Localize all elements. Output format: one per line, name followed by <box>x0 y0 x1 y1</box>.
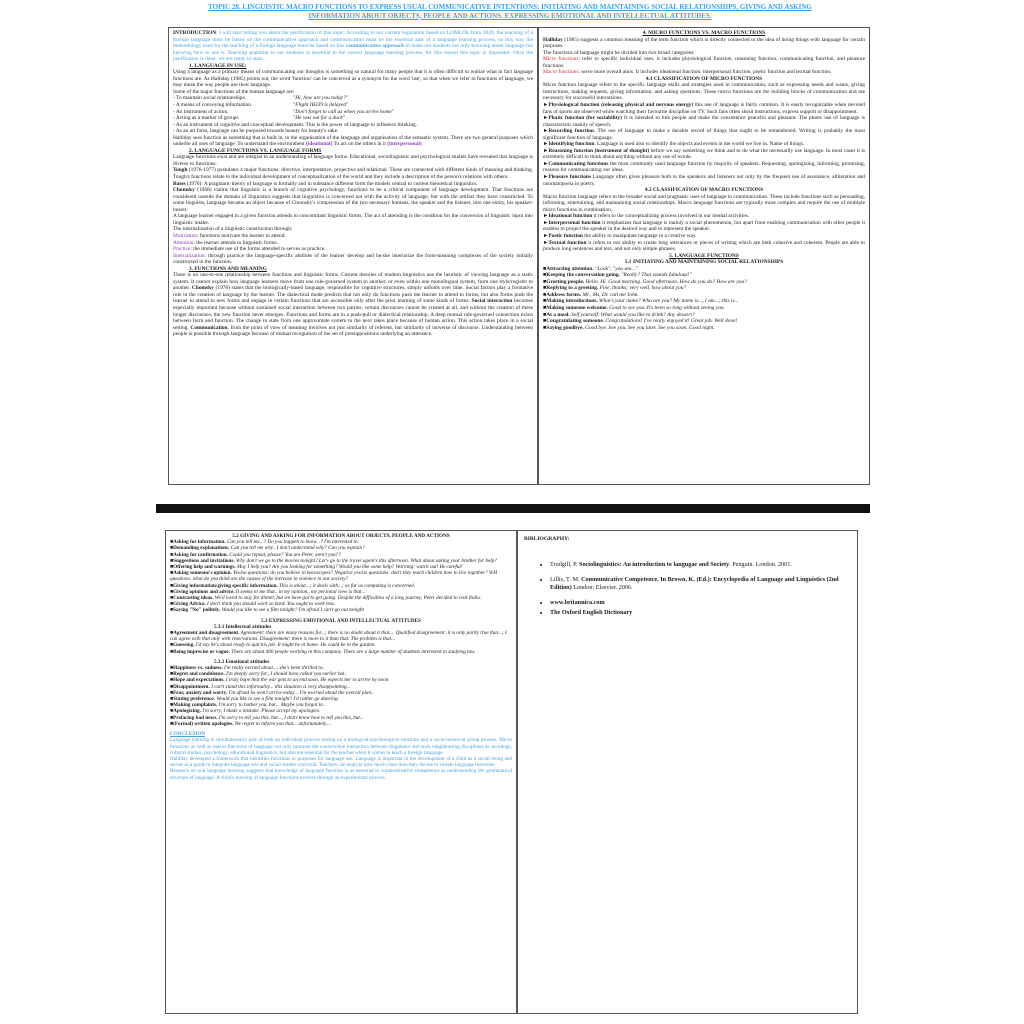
topic-title <box>150 3 870 20</box>
list-item: ■Demanding explanations. Can you tell me why.. I don't understand why? Can you explain? <box>170 545 365 552</box>
intellectual-attitudes-list <box>170 630 512 655</box>
paragraph: Practice: the immediate use of the forms attended to serves as practice. <box>173 246 326 253</box>
topic-title-line2: INFORMATION ABOUT OBJECTS, PEOPLE AND ACTIONS. EXPRESSING EMOTIONAL AND INTELLECTUAL ATTITUDES. <box>308 11 712 20</box>
introduction-label: INTRODUCTION <box>173 30 217 36</box>
paragraph: ►Pleasure functions Language often gives pleasure both to the speakers and listeners not only by the frequent use of assonance, alliteration and onomatopoeia in poetry. <box>543 174 865 187</box>
section5-heading: 5. LANGUAGE FUNCTIONS <box>669 252 739 259</box>
paragraph: There is no one-to-one relationship between functions and linguistic forms. Current theories of modern linguistics use the heuristic of viewing language as a static system. It cannot explain how language learners move from one rule-governed system to another, or even within one monolingual system, from one style/register to another. Chomsky (1978) states that the biologically-based language, responsible for cognitive structures, simply unfolds over time. Social factors play a formative role in the creation of language by the learner. The dialectical mode predicts that not only do functions push the learner to attend to forms, but also forms push the learner to attend to new forms and engage in certain functions that are accessible only after the prior learning of some kinds of forms. Social interaction becomes especially important because without sustained social interaction between two parties, certain discourses cannot be created at all, and without the creation of these longer discourses, the new function never emerges. Functions and forms are in a push-pull or dialectical relationship. A deep mutual rule-governed connection exists between form and function. The change in state from one approximate system to the next takes place because of human action. This action takes place in a social setting. Communication, from the point of view of meaning involves not just similarity of referent, but similarity of universe of discourse. Understanding between people is possible through language because of mutual recognition of the set of presuppositions underlying an utterance. <box>173 272 534 338</box>
list-item: ■At a meal. Self yourself. What would you like to drink? Any dessert? <box>543 311 695 318</box>
list-item: ■Saying "No" politely. Would you like to see a film tonight? I'm afraid I can't go out tonight <box>170 607 364 614</box>
paragraph: The internalization of a linguistic construction through: <box>173 226 293 233</box>
list-item: • www.britannica.com <box>550 599 851 607</box>
paragraph: ►Phatic function (for sociability) It is intended to link people and make the coexistence peaceful and pleasant. The phatic use of language is characteristic mainly of speech. <box>543 115 865 128</box>
paragraph: Internalization: through practice the language-specific abilities of the learner develop and he/she interiorize the form-meaning complexes of the society initially constructed in the function. <box>173 252 533 266</box>
paragraph: ►Ideational function it refers to the conceptualizing process involved in our mental activities. <box>543 213 750 220</box>
list-item: ■Giving information/giving specific information. This is about...; it deals with...; as far as computing is concerned. <box>170 582 416 589</box>
list-item: ■Prefacing bad news. I'm sorry to tell you this, but..., I don't know how to tell you this, but... <box>170 714 364 721</box>
list-item: ■Saying goodbye. Good bye. See you. See you later. See you soon. Good night. <box>543 324 715 331</box>
list-item: ■Regret and condolence. I'm deeply sorry for., I should have called you earlier but.. <box>170 671 348 678</box>
conclusion-paragraph: Language learning is simultaneously part of both an individual process resting on a biological-psychological substrate and a socio-historical group process. Micro functions as well as macro functions of language not only promote the constructive interaction between linguistics and such neighbouring disciplines as sociology, cultural studies, psychology, educational linguistics, but also are essential for the teacher when it comes to teach a foreign language. <box>170 737 512 756</box>
section2-heading: 2. LANGUAGE FUNCTIONS VS. LANGUAGE FORMS <box>189 147 322 154</box>
spacer <box>524 543 851 561</box>
subsection-5-3-2-heading: 5.3.2 Emotional attitudes <box>214 658 270 665</box>
list-item: ■Making complaints. I'm sorry to bother you, but... Maybe you forgot to.. <box>170 702 326 709</box>
list-item: ■Fear, anxiety and worry. I'm afraid he won't arrive today... I'm worried about the overall plan.. <box>170 689 374 696</box>
list-item: ■Hope and expectations. I truly hope that the war gets to an end soon. He expects her to arrive by noon. <box>170 677 390 684</box>
list-item: ■Contrasting ideas. We'd loved to stay for dinner, but we have got to get going. Despite the difficulties of a long journey, Peter decided to visit India. <box>170 595 482 602</box>
subsection-5-1-heading: 5.1 INITIATING AND MAINTAINING SOCIAL RELATIONSHIPS <box>624 259 784 266</box>
list-item: ■Stating preference. Would you like to see a film tonight? I'd rather go dancing. <box>170 696 339 703</box>
paragraph: Language functions exist and are integral to an understanding of language forms. Educational, sociolinguistic and psychological studies have revealed that language is diverse in functions. <box>173 154 533 167</box>
list-item: ■Replying to a greeting. Fine, thanks; very well, how about you? <box>543 285 687 292</box>
paragraph: The functions of language might be divided into two broad categories: <box>543 49 695 56</box>
list-item: ■Making introductions. What's your name? Who are you? My name is..., I am...; this is... <box>543 298 739 305</box>
paragraph: ►Recording function. The use of language to make a durable record of things that ought to be remembered. Writing is probably the most significant function of language. <box>543 128 865 141</box>
list-item: ■Address forms. Mr., Ms, Dr. call me John. <box>543 291 639 298</box>
conclusion-heading: CONCLUSION <box>170 731 206 738</box>
paragraph: Micro functions: refer to specific individual uses. it includes physiological function, reasoning function, communicating function, and pleasure functions. <box>543 56 865 69</box>
list-item: • Lillis, T. M. Communicative Competence. In Brown, K. (Ed.): Encyclopedia of Language and Linguistics (2nd Edition) London: Elsevier. 2006. <box>550 576 851 592</box>
list-item: - To maintain social relationships. "Hi, how are you today?" <box>173 95 349 102</box>
subsection-5-3-1-heading: 5.3.1 Intellectual attitudes <box>214 623 272 630</box>
paragraph: - As an instrument of cognitive and conceptual development. This is the power of language to influence thinking. <box>173 121 418 128</box>
page-separator <box>156 504 870 513</box>
paragraph: ►Identifying function. Language is used also to identify the objects and events in the world we live in. Name of things. <box>543 141 805 148</box>
list-item: ■Happiness vs. sadness. I'm really excited about..., she's been thrilled to.. <box>170 665 326 672</box>
list-item: ■Attracting attention. "Look", "you see..." <box>543 265 638 272</box>
bibliography-list <box>524 561 851 617</box>
list-item: • Trudgill, P. Sociolinguistics: An introduction to langugae and Society. Penguin. London. 2001. <box>550 561 851 569</box>
list-item: ■Greeting people. Hello. Hi. Good morning. Good afternoon. How do you do? How are you? <box>543 278 747 285</box>
list-item: ■Asking for information. Can you tell me...? Do you happen to know...? I'm interested in. <box>170 539 359 546</box>
list-item: ■Guessing. I'd say he's about ready to quit his job. It might be at home. He could be in the garden. <box>170 642 376 649</box>
list-item: ■Apologizing. I'm sorry, I made a mistake. Please accept my apologies. <box>170 708 321 715</box>
list-item: - Acting as a marker of groups "He was out for a duck" <box>173 115 345 122</box>
subsection-4-1-heading: 4.1 CLASSIFICATION OF MICRO FUNCTIONS <box>645 75 763 82</box>
list-item: - An instrument of action. "Don't forget to call us when you arrive home" <box>173 108 395 115</box>
list-item: ■Asking someone's opinion. Yes/no questions: do you believe in horoscopes? Negative yes/no questions: don't they teach children how to live together? WH questions: what do you think are the causes of the increase in violence in our society? <box>170 570 497 583</box>
paragraph: ►Physiological function (releasing physical and nervous energy) this use of language is fairly common. It is easily recognizable when devoted fans of sports are observed while watching their favourite discipline on TV. Such fans often shout instructions, express support or disappointment. <box>543 102 865 115</box>
paragraph: Tough (1976-1977) postulates 4 major functions: directive, interpretative, projective and relational. These are connected with different kinds of meaning and thinking. Tough's functions relate to the individual development of conceptualization of the world and they include a description of the person's relations with others. <box>173 167 533 181</box>
paragraph: ►Interpersonal function it emphasizes that language is mainly a social phenomenon, but apart from enabling communication with other people it enables to project the speaker in the desired way and to represent the speaker. <box>543 219 865 233</box>
subsection-4-2-heading: 4.2 CLASSIFICATION OF MACRO FUNCTIONS <box>644 187 764 194</box>
conclusion-paragraph: Halliday developed a framework that identifies functions or purposes for language use. Language is important in the development of a child as a social being and serves as a guide to integrate language arts and social studies curricula. Teachers can analyze how much class time they devote to certain language functions. <box>170 755 512 769</box>
list-item: ■Agreement and disagreement. Agreement: there are many reasons for...; there is no doubt about it that.... Qualified disagreement: it is only partly true that...; I can agree with that only with reservations. Disagreement: there is more to it than that. The problem is that... <box>170 630 507 643</box>
paragraph: Macro function language refers to the broader social and pragmatic uses of language in communication. These include functions such as persuading, informing, entertaining, and maintaining social relationships. Macro language functions are typically more complex and require the use of multiple micro functions in combination. <box>543 193 865 213</box>
page2-right-column <box>517 530 858 1014</box>
paragraph: Chomsky (1968) claims that linguistic is a branch of cognitive psychology, functions to be a critical component of language development. That functions are considered outside the domain of linguistics suggests that linguistics is concerned not with the activity of language, but with the artifact they have constructed. To some linguists, language became an object because of Chomsky's compression of the two necessary humans, the speaker and the listener, into one entity, his speaker-hearer. <box>173 187 533 213</box>
uses-list <box>173 95 533 121</box>
list-item: ■Congratulating someone. Congratulations! I've really enjoyed it! Great job. Well done! <box>543 318 738 325</box>
paragraph: Halliday (1985) suggests a common meaning of the term function which is directly connected to the idea of doing things with language for certain purposes. <box>543 36 865 50</box>
list-item: ■Asking for confirmation. Could you repeat, please? You are Peter, aren't you?? <box>170 551 341 558</box>
paragraph: Attention: the learner attends to linguistic forms. <box>173 239 278 246</box>
page1-right-column <box>538 27 870 485</box>
paragraph: ►Reasoning function (instrument of thought) before we say something we think and to do what the necessarily use language. In most cases it is extremely difficult to think about anything without any use of words. <box>543 147 865 161</box>
bibliography-heading: BIBLIOGRAPHY: <box>524 536 570 542</box>
list-item: ■Giving opinions and advice. It seems to me that.. in my opinion,, my personal view is that... <box>170 588 366 595</box>
list-item: ■(Formal) written apologies. We regret to inform you that... unfortunately.... <box>170 720 332 727</box>
paragraph: Macro functions: serve more overall aims. It includes ideational function, interpersonal function, poetic function and textual function. <box>543 69 832 76</box>
section1-heading: 1. LANGUAGE IN USE: <box>189 62 247 69</box>
paragraph: Some of the major functions of the human language are: <box>173 88 295 95</box>
paragraph: - As an art form, language can be purposed towards beauty for beauty's sake. <box>173 128 339 135</box>
list-item: ■Giving Advice. I don't think you should work so hard. You ought to work less. <box>170 601 336 608</box>
topic-title-line1: TOPIC 28. LINGUISTIC MACRO FUNCTIONS TO EXPRESS USUAL COMMUNICATIVE INTENTIONS: INITIATING AND MAINTAINING SOCIAL RELATIONSHIPS, GIVING AND ASKING <box>208 3 812 11</box>
paragraph: ►Poetic function the ability to manipulate language in a creative way. <box>543 232 697 239</box>
subsection-5-2-heading: 5.2 GIVING AND ASKING FOR INFORMATION ABOUT OBJECTS, PEOPLE AND ACTIONS <box>232 533 450 539</box>
list-item: ■Suggestions and invitations. Why don't we go to the movies tonight? Let's go to the travel agent's this afternoon. What about asking your brother for help? <box>170 557 497 564</box>
paragraph: Micro function language refers to the specific language skills and strategies used in communication, such as expressing needs and wants, giving instructions, making requests, giving information, and asking questions. These micro functions are the building blocks of communication and are necessary for successful interactions. <box>543 82 865 102</box>
section4-heading: 4. MICRO FUNCTIONS VS. MACRO FUNCTIONS <box>642 30 766 36</box>
paragraph: Bates (1976): A pragmatic theory of language is formally and in substance different form the models central to current theoretical linguistics. <box>173 180 478 187</box>
paragraph: ►Communicating functions the most commonly used language function by majority of speakers. Requesting, apologizing, informing, promising, reasons for communicating our ideas. <box>543 160 865 174</box>
introduction-paragraph: INTRODUCTION: I will start telling you about the justification of this topic. According to our current legislation based on LOMLOE from 2020, the teaching of a foreign language must be based on the communicative approach and communication must be the essential part of a language learning process, so this way the methodology used for the teaching of a foreign language must be based on this communicative approach to make our students not only knowing about language but knowing how to use it. Teaching grammar to our students is essential to the correct language learning process, for this reason this topic is important. Once the justification is done, we are ready to start... <box>173 30 533 63</box>
paragraph: Using a language as a primary means of communicating our thoughts is something so natural for many people that it is often difficult to realize what in fact language functions are. As Halliday (1985) points out, the word 'function' can be conceived as a synonym for the word 'use', so that when we refer to functions of language, we may mean the way people use their language. <box>173 69 533 89</box>
list-item: ■Being imprecise or vague. There are about 400 people working in this company. There are a large number of students interested in studying law. <box>170 648 476 655</box>
section3-heading: 3. FUNCTIONS AND MEANING <box>189 265 267 272</box>
emotional-attitudes-list <box>170 665 512 727</box>
paragraph: Motivation: functions motivate the learner to attend. <box>173 232 286 239</box>
page1-left-column <box>168 27 538 485</box>
page2-left-column <box>165 530 517 1014</box>
list-item: ■Keeping the conversation going. "Really? That sounds fabulous!" <box>543 272 692 279</box>
paragraph: ►Textual function it refers to our ability to create long utterances or pieces of writing which are both cohesive and coherent. People are able to produce long sentences and text, and not only simple phrases. <box>543 239 866 253</box>
list-item: ■Making someone welcome. Good to see you. It's been so long without seeing you. <box>543 304 725 311</box>
list-item: ■Disappointment. I can't stand this informality... this situation is very disappointing... <box>170 683 351 690</box>
paragraph: A language learner engaged in a given function attends to concomitant linguistic forms. The act of attending is the condition for the conversion of linguistic input into linguistic intake. <box>173 213 533 226</box>
subsection-5-3-heading: 5.3 EXPRESSING EMOTIONAL AND INTELLECTUAL ATTITUDES <box>261 617 421 624</box>
list-item: - A means of conveying information. "Flight IB339 is delayed" <box>173 102 349 109</box>
list-item: • The Oxford English Dictionary <box>550 609 851 617</box>
information-list <box>170 539 512 613</box>
social-relationships-list <box>543 266 865 331</box>
list-item: ■Offering help and warnings. May I help you? Are you looking for something? Would you like some help? Warning: watch out! Be careful! <box>170 564 463 571</box>
conclusion-paragraph: Research on oral language learning suggests that knowledge of language function is as essential to communicative competence as understanding the grammatical structure of language. A child's learning of language functions evolves through an experimental process. <box>170 768 512 781</box>
paragraph: Halliday sees function as something that is built in, to the organisation of the language and organisation of the semantic system. There are two general purposes which underlie all uses of language: To understand the environment (ideational) To act on the others in it (interpersonal) <box>173 134 533 148</box>
